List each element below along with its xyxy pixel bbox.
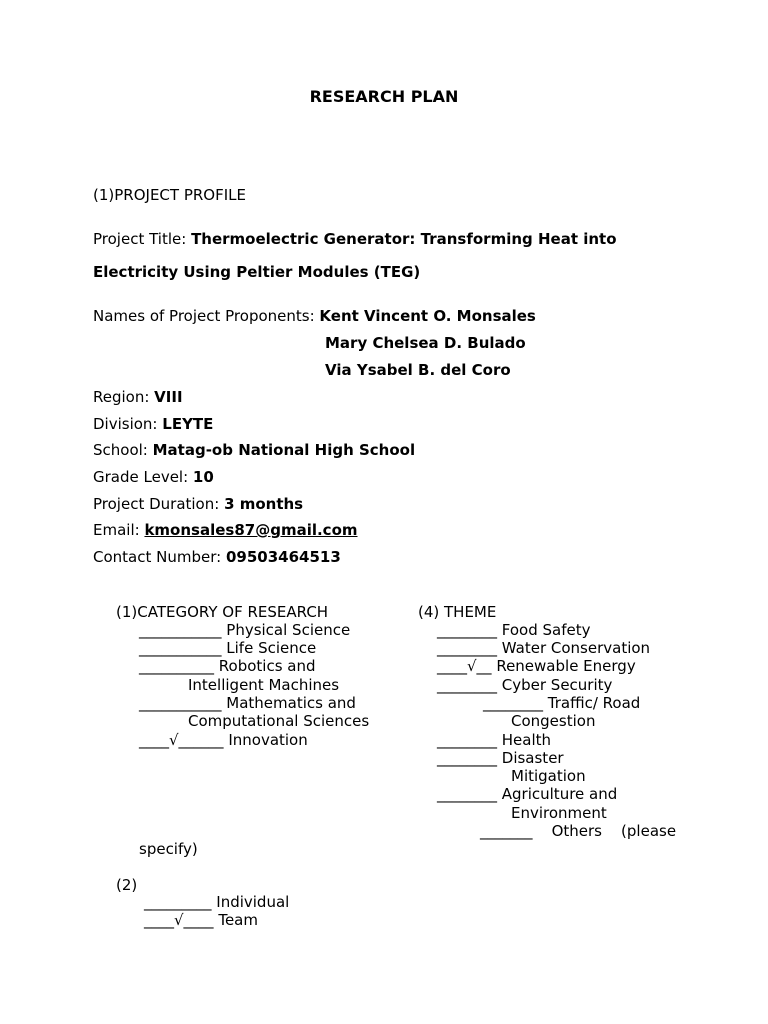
- region-row: [93, 388, 183, 406]
- category-heading: (1)CATEGORY OF RESEARCH: [116, 603, 329, 621]
- school-label: School:: [93, 441, 153, 459]
- category-option: ___________ Mathematics and: [139, 694, 356, 712]
- proponents-row: [93, 307, 536, 325]
- duration-value: 3 months: [224, 495, 304, 513]
- contact-row: [93, 548, 341, 566]
- grade-label: Grade Level:: [93, 468, 193, 486]
- proponent-name: Mary Chelsea D. Bulado: [325, 334, 526, 352]
- category-option-continued: Intelligent Machines: [188, 676, 340, 694]
- category-option: __________ Robotics and: [139, 657, 316, 675]
- grade-value: 10: [192, 468, 214, 486]
- theme-option-continued: Congestion: [511, 712, 596, 730]
- theme-option-continued: specify): [139, 840, 198, 858]
- theme-heading: (4) THEME: [418, 603, 497, 621]
- region-value: VIII: [154, 388, 183, 406]
- contact-label: Contact Number:: [93, 548, 226, 566]
- proponents-label: Names of Project Proponents:: [93, 307, 320, 325]
- theme-option: ________ Disaster: [437, 749, 564, 767]
- contact-value: 09503464513: [225, 548, 341, 566]
- theme-option: ________ Health: [437, 731, 552, 749]
- proponent-name: Kent Vincent O. Monsales: [319, 307, 536, 325]
- category-option-checked: ____√______ Innovation: [139, 731, 308, 749]
- proponent-type-option-checked: ____√____ Team: [144, 911, 258, 929]
- theme-option: ________ Traffic/ Road: [483, 694, 641, 712]
- theme-option: ________ Cyber Security: [437, 676, 613, 694]
- division-value: LEYTE: [162, 415, 214, 433]
- theme-option-continued: Environment: [511, 804, 607, 822]
- duration-label: Project Duration:: [93, 495, 225, 513]
- project-profile-heading: (1)PROJECT PROFILE: [93, 186, 246, 204]
- proponent-type-option: _________ Individual: [144, 893, 290, 911]
- proponent-type-heading: (2): [116, 876, 138, 894]
- theme-option-checked: ____√__ Renewable Energy: [437, 657, 636, 675]
- grade-row: [93, 468, 214, 486]
- region-label: Region:: [93, 388, 155, 406]
- theme-option: ________ Water Conservation: [437, 639, 651, 657]
- school-value: Matag-ob National High School: [152, 441, 416, 459]
- email-link[interactable]: kmonsales87@gmail.com: [144, 521, 358, 539]
- category-option-continued: Computational Sciences: [188, 712, 370, 730]
- proponent-name: Via Ysabel B. del Coro: [325, 361, 511, 379]
- page-title: RESEARCH PLAN: [309, 87, 459, 106]
- theme-option: ________ Agriculture and: [437, 785, 618, 803]
- project-title-line2: Electricity Using Peltier Modules (TEG): [93, 263, 421, 281]
- category-option: ___________ Life Science: [139, 639, 317, 657]
- theme-option-continued: Mitigation: [511, 767, 586, 785]
- division-row: [93, 415, 213, 433]
- division-label: Division:: [93, 415, 163, 433]
- project-title-line1: [93, 230, 617, 248]
- email-row: [93, 521, 358, 539]
- project-title-value: Thermoelectric Generator: Transforming Heat into: [191, 230, 617, 248]
- email-label: Email:: [93, 521, 145, 539]
- duration-row: [93, 495, 303, 513]
- category-option: ___________ Physical Science: [139, 621, 351, 639]
- theme-option: ________ Food Safety: [437, 621, 591, 639]
- project-title-label: Project Title:: [93, 230, 192, 248]
- theme-option: _______ Others (please: [480, 822, 677, 840]
- school-row: [93, 441, 415, 459]
